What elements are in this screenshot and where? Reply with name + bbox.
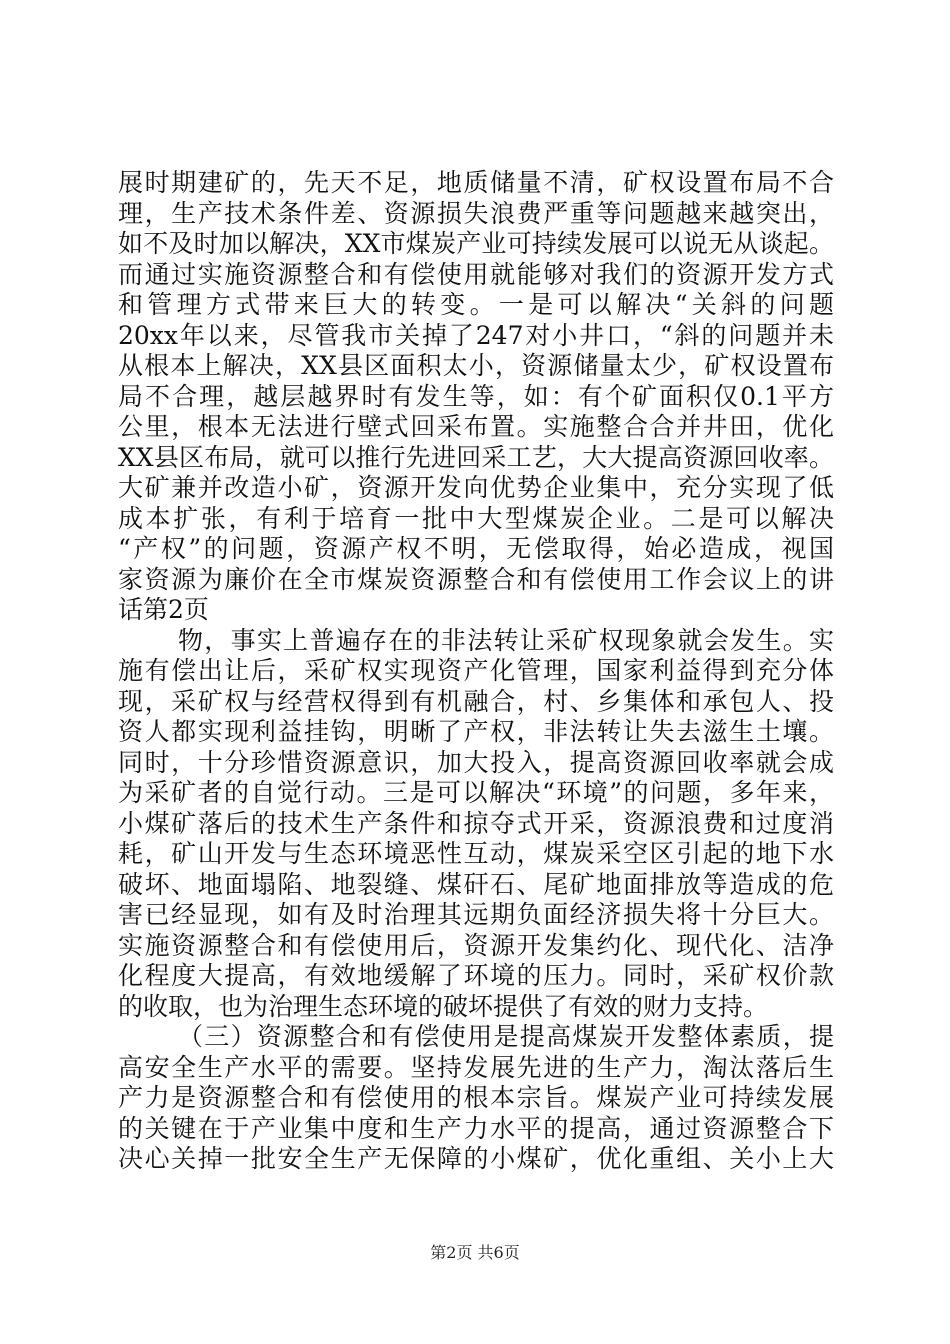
page-number-footer: 第2页 共6页 [430, 1243, 520, 1262]
text-line: 20xx年以来，尽管我市关掉了247对小井口，“斜的问题并未 [118, 320, 834, 350]
text-line: 大矿兼并改造小矿，资源开发向优势企业集中，充分实现了低 [118, 473, 834, 502]
text-line: 家资源为廉价在全市煤炭资源整合和有偿使用工作会议上的讲 [118, 564, 834, 594]
text-line: 从根本上解决，XX县区面积太小，资源储量太少，矿权设置布 [118, 351, 834, 380]
text-line: 同时，十分珍惜资源意识，加大投入，提高资源回收率就会成 [118, 747, 834, 777]
text-line: 展时期建矿的，先天不足，地质储量不清，矿权设置布局不合 [118, 168, 834, 197]
text-line: 如不及时加以解决，XX市煤炭产业可持续发展可以说无从谈起。 [118, 229, 834, 258]
document-body [118, 168, 834, 1175]
text-line: 小煤矿落后的技术生产条件和掠夺式开采，资源浪费和过度消 [118, 808, 834, 838]
text-line: 和管理方式带来巨大的转变。一是可以解决“关斜的问题 [118, 290, 834, 319]
text-line: 理，生产技术条件差、资源损失浪费严重等问题越来越突出， [118, 198, 834, 228]
text-line: 高安全生产水平的需要。坚持发展先进的生产力，淘汰落后生 [118, 1052, 834, 1082]
text-line: 而通过实施资源整合和有偿使用就能够对我们的资源开发方式 [118, 259, 834, 289]
paragraph-start-line: 物，事实上普遍存在的非法转让采矿权现象就会发生。实 [178, 625, 834, 655]
text-line: 公里，根本无法进行壁式回采布置。实施整合合并井田，优化 [118, 412, 834, 441]
text-line: 为采矿者的自觉行动。三是可以解决“环境”的问题，多年来， [118, 778, 834, 807]
text-line: 局不合理，越层越界时有发生等，如：有个矿面积仅0.1平方 [118, 381, 834, 411]
text-line: 害已经显现，如有及时治理其远期负面经济损失将十分巨大。 [118, 900, 834, 929]
text-line: 破坏、地面塌陷、地裂缝、煤矸石、尾矿地面排放等造成的危 [118, 869, 834, 899]
text-line: 话第2页 [118, 595, 209, 624]
text-line: 决心关掉一批安全生产无保障的小煤矿，优化重组、关小上大 [118, 1144, 834, 1173]
text-line: 化程度大提高，有效地缓解了环境的压力。同时，采矿权价款 [118, 961, 834, 990]
text-line: 产力是资源整合和有偿使用的根本宗旨。煤炭产业可持续发展 [118, 1083, 834, 1112]
text-line: 耗，矿山开发与生态环境恶性互动，煤炭采空区引起的地下水 [118, 839, 834, 868]
text-line: 资人都实现利益挂钩，明晰了产权，非法转让失去滋生土壤。 [118, 717, 834, 746]
text-line: 的收取，也为治理生态环境的破坏提供了有效的财力支持。 [118, 991, 769, 1021]
text-line: 实施资源整合和有偿使用后，资源开发集约化、现代化、洁净 [118, 930, 834, 960]
text-line: XX县区布局，就可以推行先进回采工艺，大大提高资源回收率。 [118, 442, 834, 472]
paragraph-start-line: （三）资源整合和有偿使用是提高煤炭开发整体素质，提 [178, 1022, 834, 1051]
text-line: 的关键在于产业集中度和生产力水平的提高，通过资源整合下 [118, 1113, 834, 1143]
text-line: “产权”的问题，资源产权不明，无偿取得，始必造成，视国 [118, 534, 834, 563]
text-line: 成本扩张，有利于培育一批中大型煤炭企业。二是可以解决 [118, 503, 834, 533]
text-line: 施有偿出让后，采矿权实现资产化管理，国家利益得到充分体 [118, 656, 834, 685]
text-line: 现，采矿权与经营权得到有机融合，村、乡集体和承包人、投 [118, 686, 834, 716]
